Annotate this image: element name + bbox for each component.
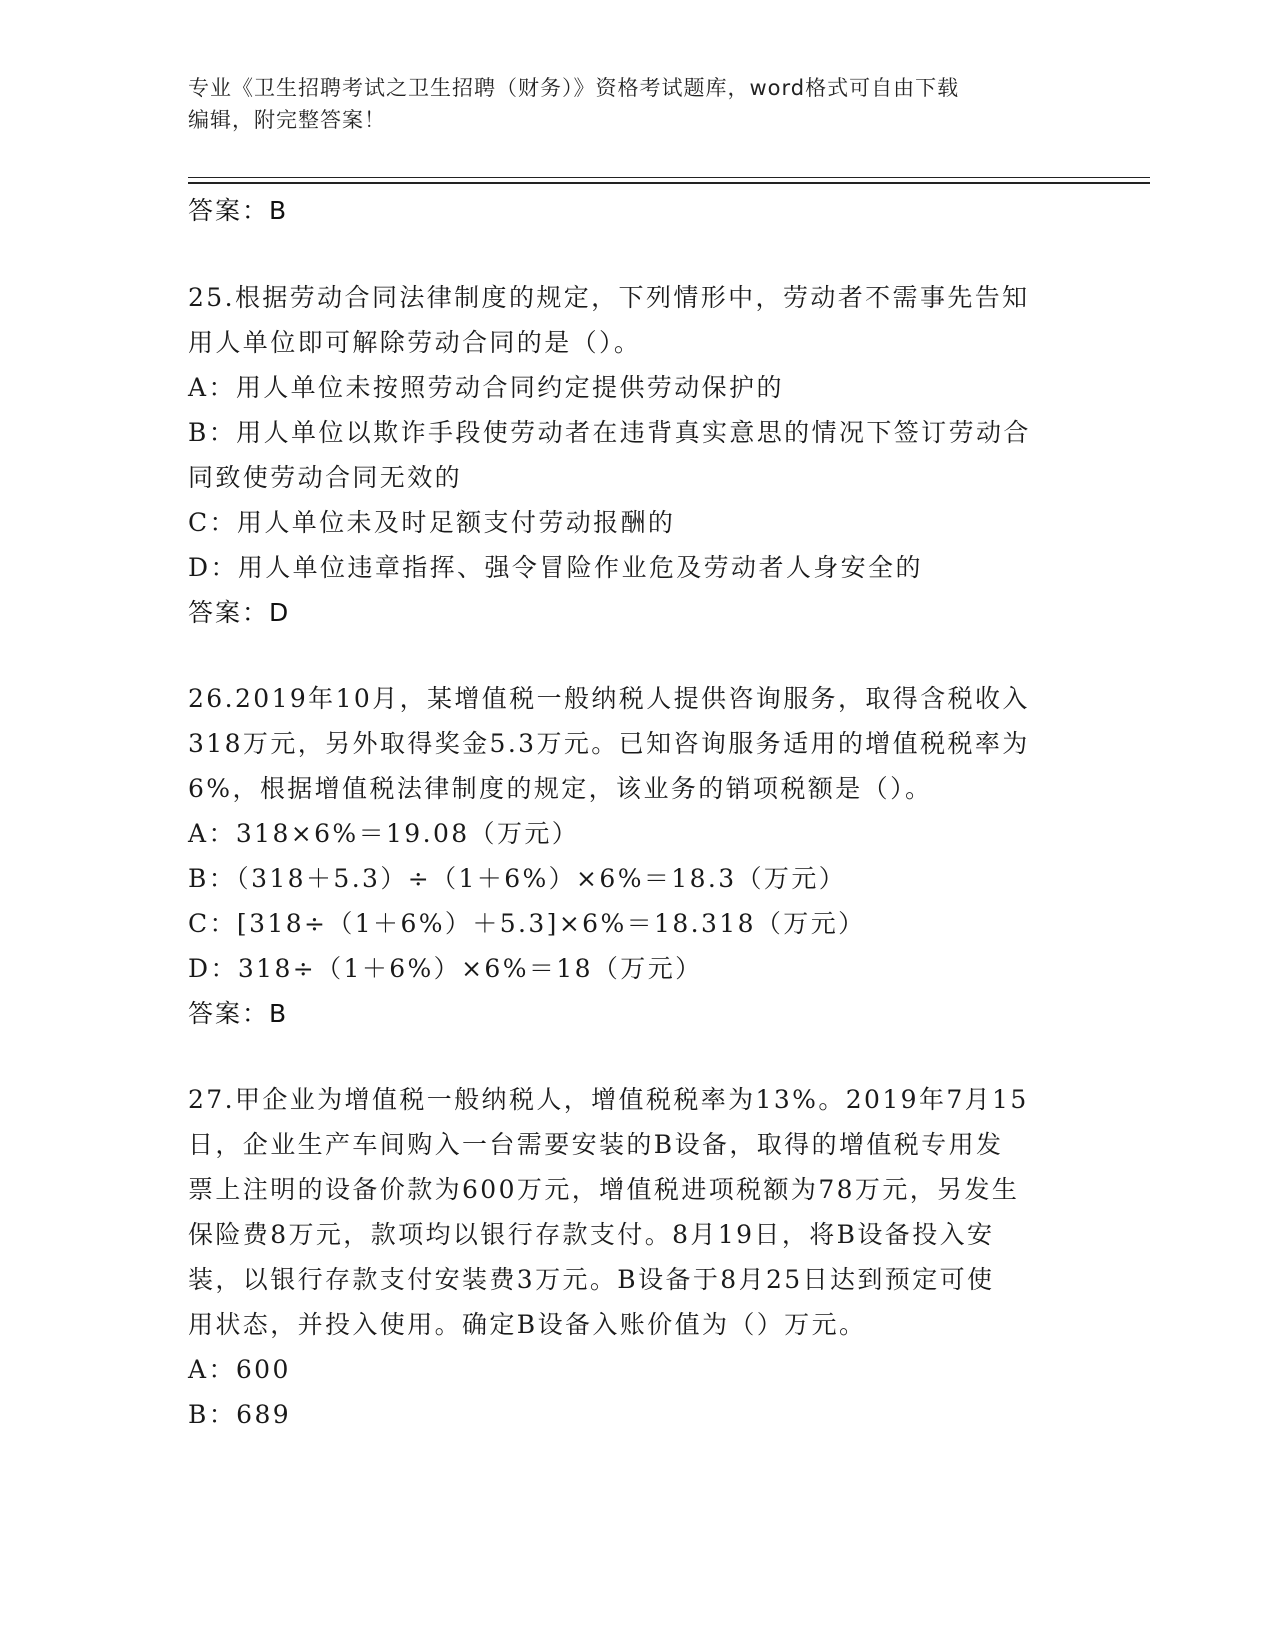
header-divider-thin xyxy=(188,177,1150,178)
question-stem-line: 装，以银行存款支付安装费3万元。B设备于8月25日达到预定可使 xyxy=(188,1265,995,1294)
document-body xyxy=(188,188,1088,1437)
question-stem-line: 用人单位即可解除劳动合同的是（）。 xyxy=(188,328,642,357)
question-stem-line: 27.甲企业为增值税一般纳税人，增值税税率为13%。2019年7月15 xyxy=(188,1085,1029,1114)
question-stem-line: 26.2019年10月，某增值税一般纳税人提供咨询服务，取得含税收入 xyxy=(188,684,1030,713)
option-c: C：[318÷（1＋6%）＋5.3]×6%＝18.318（万元） xyxy=(188,909,866,938)
question-stem-line: 318万元，另外取得奖金5.3万元。已知咨询服务适用的增值税税率为 xyxy=(188,729,1030,758)
question-stem-line: 6%，根据增值税法律制度的规定，该业务的销项税额是（）。 xyxy=(188,774,933,803)
option-a: A：用人单位未按照劳动合同约定提供劳动保护的 xyxy=(188,373,784,402)
question-stem-line: 日，企业生产车间购入一台需要安装的B设备，取得的增值税专用发 xyxy=(188,1130,1004,1159)
header-line-1: 专业《卫生招聘考试之卫生招聘（财务）》资格考试题库，word格式可自由下载 xyxy=(188,76,960,100)
option-b-continued: 同致使劳动合同无效的 xyxy=(188,463,463,492)
option-a: A：600 xyxy=(188,1355,291,1384)
question-26 xyxy=(188,676,1088,1036)
option-a: A：318×6%＝19.08（万元） xyxy=(188,819,580,848)
answer: 答案：B xyxy=(188,999,289,1028)
option-b: B：用人单位以欺诈手段使劳动者在违背真实意思的情况下签订劳动合 xyxy=(188,418,1031,447)
previous-answer: 答案：B xyxy=(188,196,289,225)
option-b: B：689 xyxy=(188,1400,292,1429)
header-divider-thick xyxy=(188,182,1150,184)
option-b: B：（318＋5.3）÷（1＋6%）×6%＝18.3（万元） xyxy=(188,864,847,893)
question-stem-line: 25.根据劳动合同法律制度的规定，下列情形中，劳动者不需事先告知 xyxy=(188,283,1030,312)
question-stem-line: 票上注明的设备价款为600万元，增值税进项税额为78万元，另发生 xyxy=(188,1175,1020,1204)
question-27 xyxy=(188,1077,1088,1437)
option-d: D：用人单位违章指挥、强令冒险作业危及劳动者人身安全的 xyxy=(188,553,923,582)
document-header xyxy=(188,72,1068,136)
header-line-2: 编辑，附完整答案！ xyxy=(188,108,386,132)
option-c: C：用人单位未及时足额支付劳动报酬的 xyxy=(188,508,676,537)
question-stem-line: 保险费8万元，款项均以银行存款支付。8月19日，将B设备投入安 xyxy=(188,1220,995,1249)
answer: 答案：D xyxy=(188,598,291,627)
question-25 xyxy=(188,275,1088,635)
question-stem-line: 用状态，并投入使用。确定B设备入账价值为（）万元。 xyxy=(188,1310,867,1339)
option-d: D：318÷（1＋6%）×6%＝18（万元） xyxy=(188,954,703,983)
